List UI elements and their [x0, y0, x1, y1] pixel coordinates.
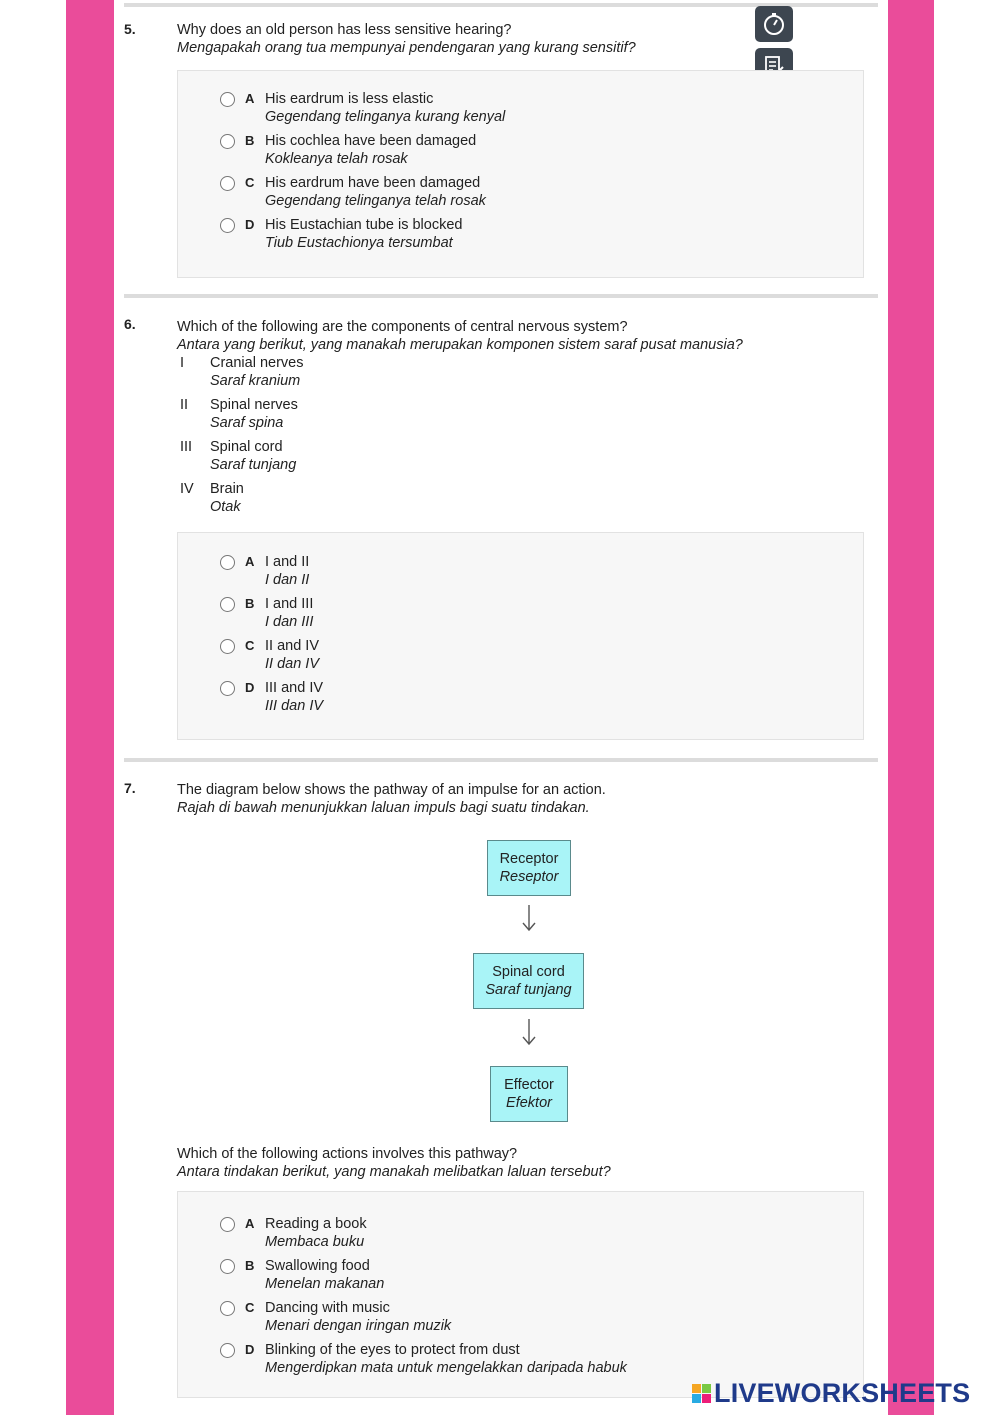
flow-box-receptor: [487, 840, 571, 896]
radio-button[interactable]: [220, 681, 235, 696]
option-text: [265, 1341, 627, 1377]
option-text-ms: Menelan makanan: [265, 1276, 385, 1292]
option-text: [265, 637, 319, 673]
option-text-ms: Kokleanya telah rosak: [265, 151, 408, 167]
question-7-subtext: [177, 1145, 611, 1181]
option-text-ms: I dan III: [265, 614, 314, 630]
option-letter: C: [245, 1300, 255, 1315]
question-text-en: The diagram below shows the pathway of an impulse for an action.: [177, 782, 606, 798]
option-letter: B: [245, 133, 255, 148]
option-letter: A: [245, 91, 255, 106]
option-letter: D: [245, 217, 255, 232]
statement-text: [210, 438, 296, 474]
statement-number: I: [180, 355, 185, 371]
flow-text-ms: Saraf tunjang: [485, 982, 572, 998]
logo-text: LIVEWORKSHEETS: [714, 1377, 971, 1408]
question-number: 6.: [124, 316, 136, 332]
option-text: [265, 1299, 451, 1335]
down-arrow-icon: [519, 904, 539, 932]
radio-button[interactable]: [220, 218, 235, 233]
option-text-ms: Gegendang telinganya telah rosak: [265, 193, 486, 209]
timer-button[interactable]: [755, 6, 793, 42]
question-7-text: [177, 781, 606, 817]
option-text-ms: III dan IV: [265, 698, 324, 714]
option-letter: C: [245, 638, 255, 653]
flow-text-ms: Reseptor: [499, 869, 559, 885]
flow-text-ms: Efektor: [506, 1095, 552, 1111]
option-text-ms: II dan IV: [265, 656, 320, 672]
question-5-text: [177, 21, 636, 57]
option-letter: B: [245, 596, 255, 611]
option-letter: B: [245, 1258, 255, 1273]
option-text: [265, 1257, 384, 1293]
answer-options-box: [177, 532, 864, 740]
option-letter: A: [245, 1216, 255, 1231]
radio-button[interactable]: [220, 1301, 235, 1316]
right-side-band: [888, 0, 934, 1415]
option-text-ms: Mengerdipkan mata untuk mengelakkan daripada habuk: [265, 1360, 627, 1376]
radio-button[interactable]: [220, 176, 235, 191]
timer-icon: [762, 12, 786, 36]
radio-button[interactable]: [220, 1343, 235, 1358]
option-letter: A: [245, 554, 255, 569]
option-text: [265, 90, 505, 126]
divider: [124, 758, 878, 762]
option-text: [265, 679, 323, 715]
option-text-en: I and III: [265, 596, 314, 612]
option-text-en: Blinking of the eyes to protect from dust: [265, 1342, 520, 1358]
option-text: [265, 1215, 367, 1251]
option-letter: C: [245, 175, 255, 190]
statement-text-en: Brain: [210, 481, 244, 497]
option-letter: D: [245, 1342, 255, 1357]
option-text-ms: Membaca buku: [265, 1234, 365, 1250]
option-text: [265, 553, 309, 589]
radio-button[interactable]: [220, 555, 235, 570]
option-text-en: His cochlea have been damaged: [265, 133, 477, 149]
option-text-en: His eardrum have been damaged: [265, 175, 481, 191]
option-letter: D: [245, 680, 255, 695]
option-text-en: II and IV: [265, 638, 320, 654]
option-text-ms: Menari dengan iringan muzik: [265, 1318, 452, 1334]
statement-text-ms: Saraf spina: [210, 415, 284, 431]
flow-box-effector: [490, 1066, 568, 1122]
option-text-en: Swallowing food: [265, 1258, 370, 1274]
question-6-text: [177, 318, 743, 354]
radio-button[interactable]: [220, 134, 235, 149]
question-subtext-ms: Antara tindakan berikut, yang manakah melibatkan laluan tersebut?: [177, 1164, 611, 1180]
answer-options-box: [177, 70, 864, 278]
statement-text: [210, 480, 244, 516]
question-text-ms: Antara yang berikut, yang manakah merupakan komponen sistem saraf pusat manusia?: [177, 337, 743, 353]
down-arrow-icon: [519, 1018, 539, 1046]
option-text: [265, 174, 486, 210]
flow-text-en: Spinal cord: [492, 964, 565, 980]
statement-text-ms: Saraf tunjang: [210, 457, 297, 473]
option-text-ms: I dan II: [265, 572, 310, 588]
radio-button[interactable]: [220, 639, 235, 654]
option-text-en: His Eustachian tube is blocked: [265, 217, 463, 233]
statement-text-en: Spinal cord: [210, 439, 283, 455]
flow-text-en: Effector: [504, 1077, 554, 1093]
option-text-en: His eardrum is less elastic: [265, 91, 434, 107]
answer-options-box: [177, 1191, 864, 1398]
liveworksheets-logo-icon: [692, 1384, 711, 1403]
question-number: 7.: [124, 780, 136, 796]
statement-number: III: [180, 439, 193, 455]
liveworksheets-logo[interactable]: [692, 1378, 970, 1408]
flow-box-spinal-cord: [473, 953, 584, 1009]
radio-button[interactable]: [220, 1259, 235, 1274]
option-text-ms: Gegendang telinganya kurang kenyal: [265, 109, 506, 125]
question-subtext-en: Which of the following actions involves this pathway?: [177, 1146, 518, 1162]
question-text-en: Why does an old person has less sensitive hearing?: [177, 22, 512, 38]
option-text: [265, 132, 476, 168]
radio-button[interactable]: [220, 92, 235, 107]
question-text-ms: Rajah di bawah menunjukkan laluan impuls bagi suatu tindakan.: [177, 800, 590, 816]
option-text-ms: Tiub Eustachionya tersumbat: [265, 235, 453, 251]
statement-number: II: [180, 397, 189, 413]
question-number: 5.: [124, 21, 136, 37]
statement-number: IV: [180, 481, 194, 497]
statement-text-ms: Saraf kranium: [210, 373, 301, 389]
option-text: [265, 595, 313, 631]
option-text: [265, 216, 462, 252]
radio-button[interactable]: [220, 597, 235, 612]
statement-text-en: Cranial nerves: [210, 355, 304, 371]
statement-text: [210, 354, 304, 390]
option-text-en: Reading a book: [265, 1216, 367, 1232]
question-text-en: Which of the following are the components of central nervous system?: [177, 319, 628, 335]
flow-text-en: Receptor: [499, 851, 559, 867]
option-text-en: Dancing with music: [265, 1300, 390, 1316]
divider: [124, 294, 878, 298]
statement-text-en: Spinal nerves: [210, 397, 298, 413]
option-text-en: I and II: [265, 554, 310, 570]
question-text-ms: Mengapakah orang tua mempunyai pendengaran yang kurang sensitif?: [177, 40, 636, 56]
option-text-en: III and IV: [265, 680, 324, 696]
statement-text-ms: Otak: [210, 499, 241, 515]
radio-button[interactable]: [220, 1217, 235, 1232]
statement-text: [210, 396, 298, 432]
left-side-band: [66, 0, 114, 1415]
